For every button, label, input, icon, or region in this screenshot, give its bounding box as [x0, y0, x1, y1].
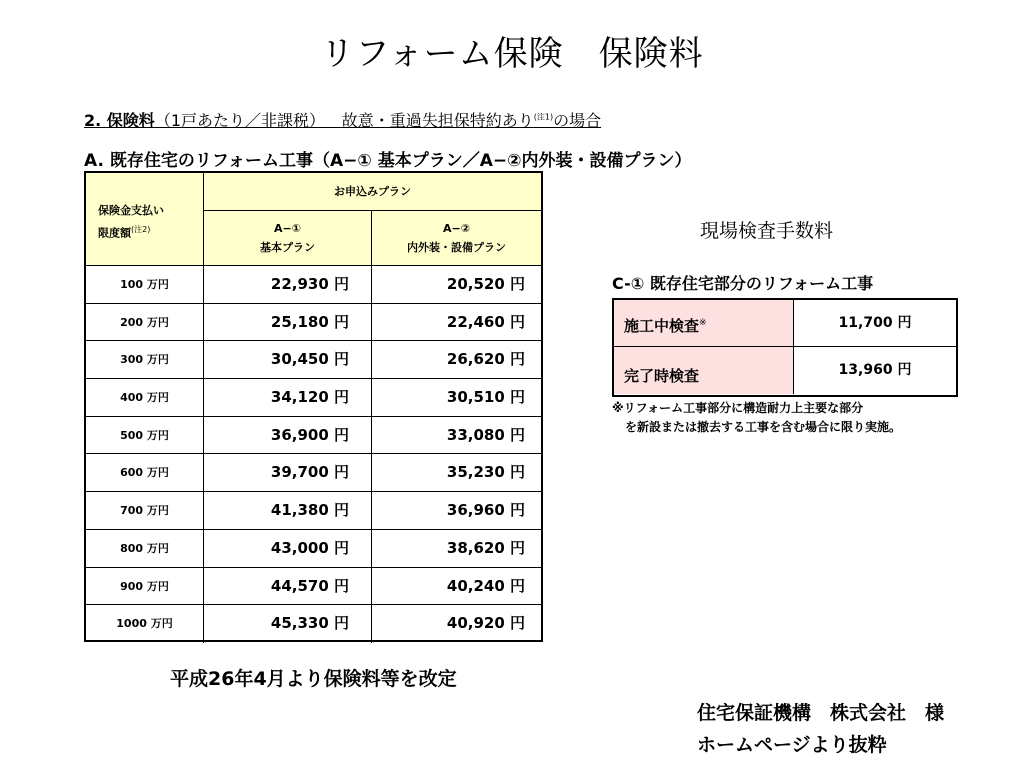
header-limit-line2: 限度額	[98, 226, 131, 240]
table-row	[86, 341, 541, 379]
section-2-title-a: 保険料	[106, 111, 155, 130]
table-row	[86, 266, 541, 304]
inspection-note-line2: を新設または撤去する工事を含む場合に限り実施。	[625, 420, 902, 434]
limit-cell: 200 万円	[86, 304, 204, 341]
table-row	[614, 347, 956, 394]
table-row	[86, 605, 541, 643]
header-limit-line1: 保険金支払い	[98, 204, 164, 217]
slide-title: リフォーム保険 保険料	[320, 34, 704, 74]
section-2-number: 2.	[84, 111, 102, 130]
inspection-name-cell	[614, 300, 794, 346]
table-row	[86, 304, 541, 342]
premium-table	[84, 171, 543, 642]
interior-premium-cell: 30,510 円	[446, 388, 525, 407]
basic-premium-cell: 39,700 円	[204, 454, 372, 491]
interior-premium-cell: 33,080 円	[446, 425, 525, 444]
inspection-fee-table	[612, 298, 958, 397]
inspection-name: 施工中検査	[624, 317, 700, 335]
header-basic-line1: A−①	[273, 222, 302, 235]
inspection-name-cell	[614, 347, 794, 394]
inspection-note-line1: ※リフォーム工事部分に構造耐力上主要な部分	[612, 401, 864, 415]
interior-premium-cell: 20,520 円	[446, 275, 525, 293]
header-basic-line2: 基本プラン	[260, 241, 315, 254]
header-limit	[86, 173, 204, 265]
limit-cell: 300 万円	[86, 341, 204, 378]
header-interior-line2: 内外装・設備プラン	[407, 241, 506, 254]
source-credit	[697, 697, 944, 761]
revision-note: 平成26年4月より保険料等を改定	[170, 668, 457, 690]
section-2-title-c: 故意・重過失担保特約あり	[341, 111, 534, 130]
table-row	[86, 379, 541, 417]
limit-cell: 400 万円	[86, 379, 204, 416]
section-a-heading: A. 既存住宅のリフォーム工事（A−① 基本プラン／A−②内外装・設備プラン）	[84, 151, 692, 171]
header-interior-line1: A−②	[442, 222, 471, 235]
header-limit-line2-wrap	[98, 220, 203, 243]
header-interior-plan	[372, 211, 541, 265]
inspection-name: 完了時検査	[624, 367, 700, 385]
limit-cell: 1000 万円	[86, 605, 204, 643]
table-row	[86, 454, 541, 492]
limit-cell: 600 万円	[86, 454, 204, 491]
basic-premium-cell: 36,900 円	[204, 417, 372, 454]
section-2-title-b: （1戸あたり／非課税）	[154, 111, 325, 130]
limit-cell: 100 万円	[86, 266, 204, 303]
interior-premium-cell: 35,230 円	[446, 463, 525, 482]
limit-cell: 900 万円	[86, 568, 204, 605]
inspection-note	[612, 399, 901, 437]
limit-cell: 700 万円	[86, 492, 204, 529]
interior-premium-cell: 26,620 円	[446, 350, 525, 369]
inspection-fee-cell: 11,700 円	[838, 315, 912, 331]
basic-premium-cell: 44,570 円	[204, 568, 372, 605]
table-row	[86, 530, 541, 568]
limit-cell: 800 万円	[86, 530, 204, 567]
section-2-title-d: の場合	[553, 111, 602, 130]
limit-cell: 500 万円	[86, 417, 204, 454]
header-plan-group: お申込みプラン	[204, 173, 541, 211]
header-basic-plan	[204, 211, 372, 265]
inspection-fee-label: 現場検査手数料	[700, 220, 834, 242]
premium-rows	[86, 266, 541, 643]
source-line1: 住宅保証機構 株式会社 様	[697, 702, 945, 724]
interior-premium-cell: 38,620 円	[446, 538, 525, 557]
table-row	[86, 492, 541, 530]
source-line2: ホームページより抜粋	[697, 734, 887, 756]
basic-premium-cell: 25,180 円	[204, 304, 372, 341]
inspection-mark: ※	[699, 318, 707, 328]
basic-premium-cell: 34,120 円	[204, 379, 372, 416]
basic-premium-cell: 43,000 円	[204, 530, 372, 567]
table-row	[86, 417, 541, 455]
interior-premium-cell: 22,460 円	[446, 312, 525, 331]
basic-premium-cell: 45,330 円	[204, 605, 372, 643]
basic-premium-cell: 22,930 円	[204, 266, 372, 303]
interior-premium-cell: 40,920 円	[446, 614, 525, 633]
interior-premium-cell: 36,960 円	[446, 501, 525, 520]
basic-premium-cell: 30,450 円	[204, 341, 372, 378]
header-limit-note: (注2)	[131, 225, 151, 234]
table-row	[86, 568, 541, 606]
section-c-heading: C-① 既存住宅部分のリフォーム工事	[612, 274, 874, 293]
basic-premium-cell: 41,380 円	[204, 492, 372, 529]
section-2-heading	[84, 108, 601, 131]
table-row	[614, 300, 956, 347]
inspection-fee-cell: 13,960 円	[838, 362, 912, 378]
section-2-note-ref: (注1)	[533, 112, 554, 122]
interior-premium-cell: 40,240 円	[446, 576, 525, 595]
